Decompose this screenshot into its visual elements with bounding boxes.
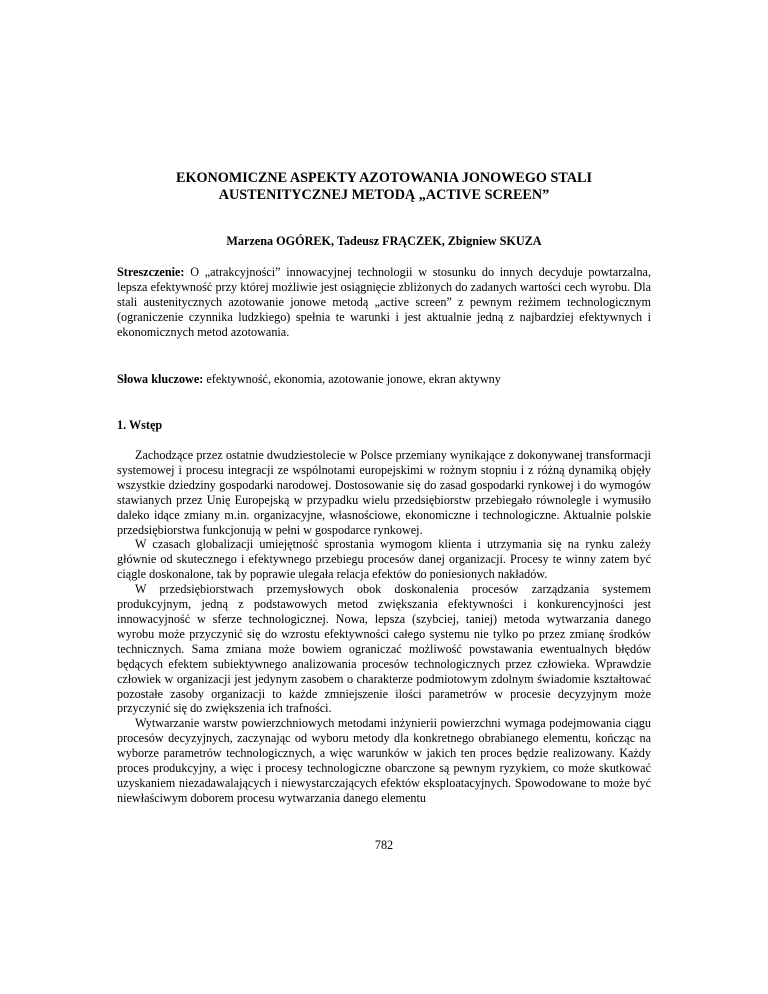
abstract xyxy=(117,265,651,340)
keywords-text: efektywność, ekonomia, azotowanie jonowe, ekran aktywny xyxy=(206,372,501,386)
page-number: 782 xyxy=(374,838,394,852)
paper-title-line-2: AUSTENITYCZNEJ METODĄ „ACTIVE SCREEN” xyxy=(218,187,550,203)
keywords-label: Słowa kluczowe: xyxy=(117,372,204,386)
abstract-label: Streszczenie: xyxy=(117,265,185,279)
page-content xyxy=(117,0,651,994)
abstract-text: O „atrakcyjności” innowacyjnej technologii w stosunku do innych decyduje powtarzalna, lepsza efektywność przy której możliwie jest osiągnięcie zbliżonych do zadanych wartości cech wyrobu. Dla stali austenitycznych azotowanie jonowe metodą „active screen” z pewnym reżimem technologicznym (ograniczenie czynnika ludzkiego) spełnia te warunki i jest aktualnie jedną z najbardziej efektywnych i ekonomicznych metod azotowania. xyxy=(117,265,652,339)
paper-authors: Marzena OGÓREK, Tadeusz FRĄCZEK, Zbigniew SKUZA xyxy=(226,234,542,248)
section-heading: 1. Wstęp xyxy=(117,418,163,432)
section-body xyxy=(117,448,651,806)
paragraph: Zachodzące przez ostatnie dwudziestolecie w Polsce przemiany wynikające z dokonywanej transformacji systemowej i procesu integracji ze wspólnotami europejskimi w rożnym stopniu i z różną dynamiką objęły wszystkie dziedziny gospodarki narodowej. Dostosowanie się do zasad gospodarki rynkowej i do wymogów stawianych przez Unię Europejską w przypadku wielu przedsiębiorstw przebiegało równolegle i wymusiło daleko idące zmiany m.in. organizacyjne, własnościowe, ekonomiczne i technologiczne. Aktualnie polskie przedsiębiorstwa funkcjonują w pełni w gospodarce rynkowej. xyxy=(117,448,651,537)
paper-title-line-1: EKONOMICZNE ASPEKTY AZOTOWANIA JONOWEGO STALI xyxy=(176,170,592,186)
paragraph: Wytwarzanie warstw powierzchniowych metodami inżynierii powierzchni wymaga podejmowania ciągu procesów decyzyjnych, zaczynając od wyboru metody dla konkretnego obrabianego elementu, kończąc na wyborze parametrów technologicznych, a więc warunków w jakich ten proces będzie realizowany. Każdy proces produkcyjny, a więc i procesy technologiczne obarczone są pewnym ryzykiem, co może skutkować uzyskaniem niezadawalających i niewystarczających efektów eksploatacyjnych. Spowodowane to może być niewłaściwym doborem procesu wytwarzania danego elementu xyxy=(117,716,651,805)
keywords xyxy=(117,372,651,387)
paragraph: W przedsiębiorstwach przemysłowych obok doskonalenia procesów zarządzania systemem produkcyjnym, jedną z podstawowych metod zwiększania efektywności i konkurencyjności jest innowacyjność w sferze technologicznej. Nowa, lepsza (szybciej, taniej) metoda wytwarzania danego wyrobu może przyczynić się do wzrostu efektywności całego systemu nie tylko po przez zmianę środków technicznych. Sama zmiana może bowiem ograniczać możliwość powstawania ewentualnych błędów będących efektem subiektywnego analizowania procesów technologicznych przez człowieka. Wprawdzie człowiek w organizacji jest jedynym zasobem o charakterze podmiotowym zdolnym świadomie kształtować pozostałe zasoby organizacji to każde zmniejszenie ilości parametrów w procesie decyzyjnym może przyczynić się do zwiększenia ich trafności. xyxy=(117,582,651,716)
paragraph: W czasach globalizacji umiejętność sprostania wymogom klienta i utrzymania się na rynku zależy głównie od skutecznego i efektywnego przebiegu procesów danej organizacji. Procesy te winny zatem być ciągle doskonalone, tak by poprawie ulegała relacja efektów do poniesionych nakładów. xyxy=(117,537,651,582)
paper-title xyxy=(117,170,651,204)
